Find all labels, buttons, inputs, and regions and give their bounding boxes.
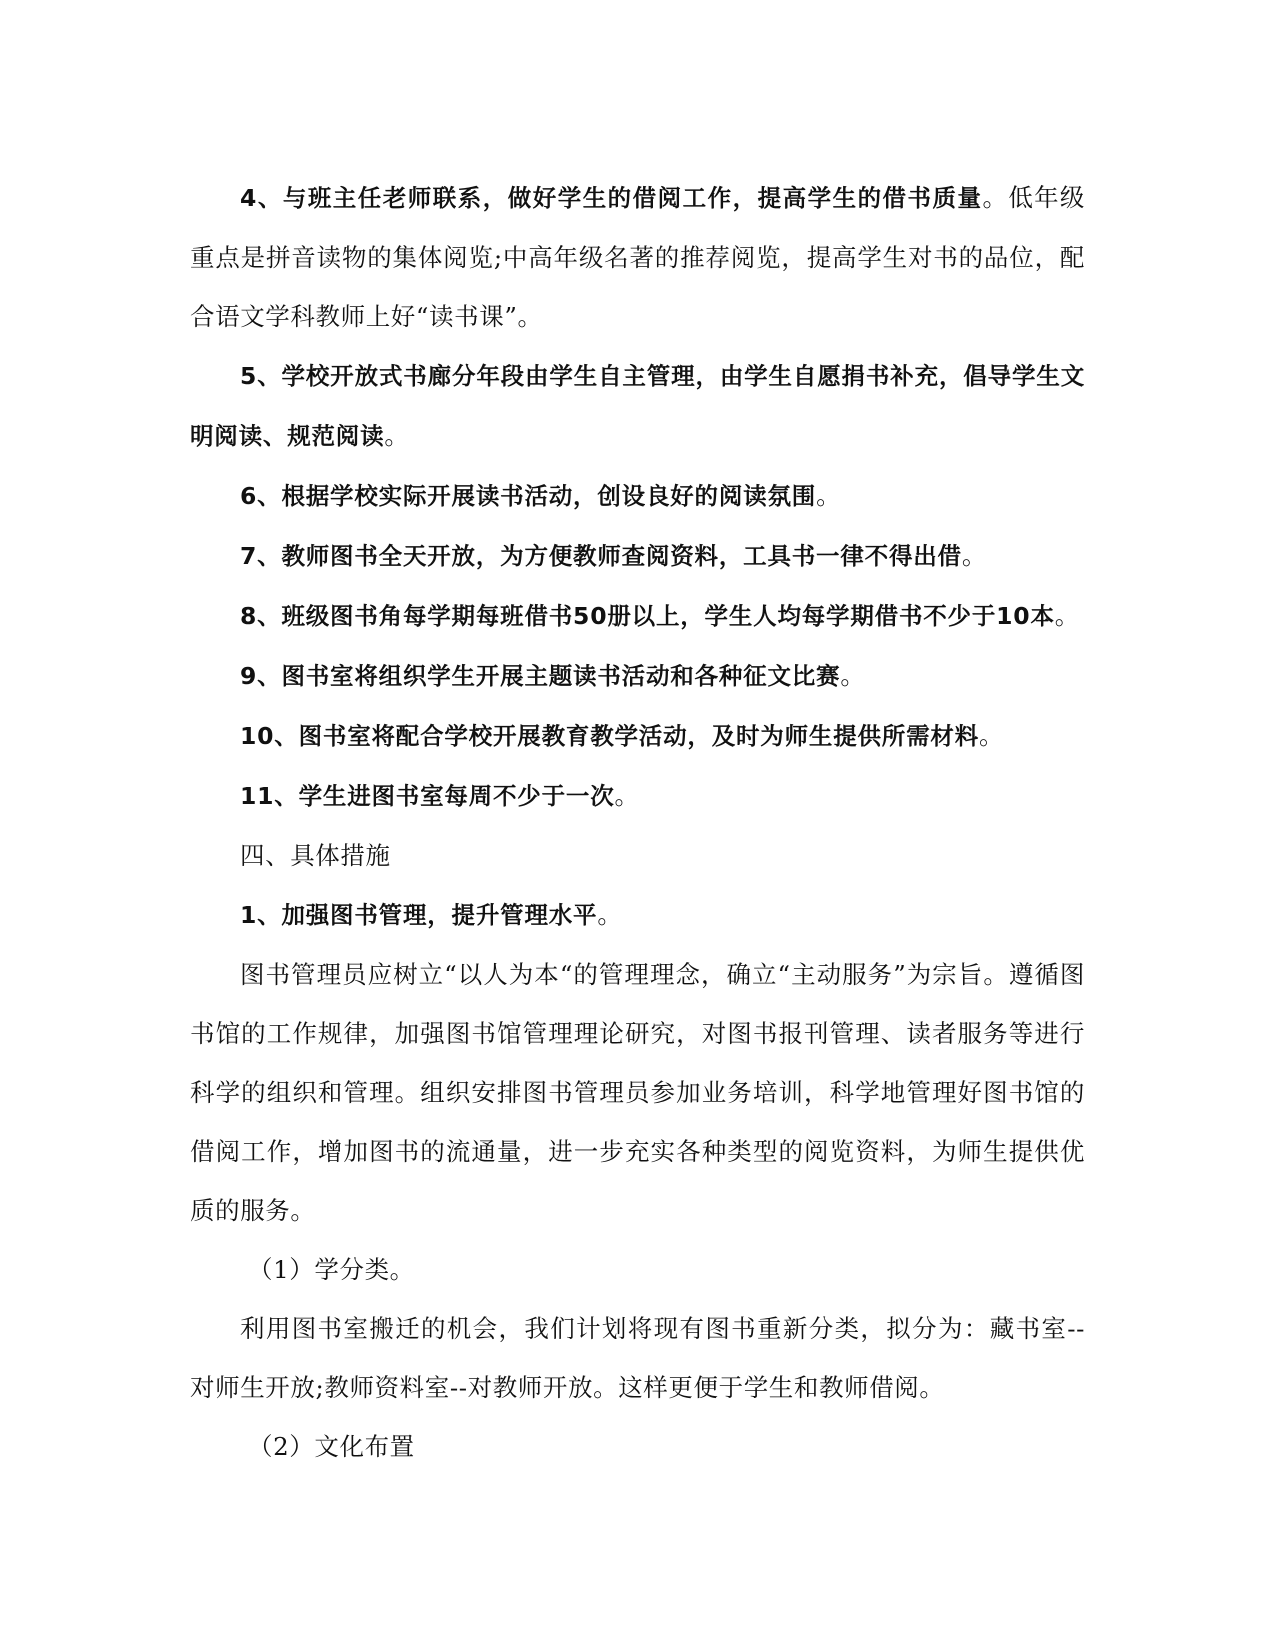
item-8-bold-text: 8、班级图书角每学期每班借书50册以上，学生人均每学期借书不少于10本: [240, 602, 1055, 630]
item-6-text: 。: [816, 481, 842, 510]
paragraph-item-7: [190, 526, 1085, 586]
item-5-bold-text: 5、学校开放式书廊分年段由学生自主管理，由学生自愿捐书补充，倡导学生文明阅读、规范阅读: [190, 362, 1085, 450]
subheading-classification: （1）学分类。: [248, 1255, 415, 1284]
section-heading-measures: 四、具体措施: [240, 841, 391, 870]
item-10-text: 。: [979, 721, 1005, 750]
item-7-bold-text: 7、教师图书全天开放，为方便教师查阅资料，工具书一律不得出借: [240, 542, 962, 570]
paragraph-item-5: [190, 346, 1085, 466]
item-11-bold-text: 11、学生进图书室每周不少于一次: [240, 782, 615, 810]
subheading-culture-layout: （2）文化布置: [248, 1432, 415, 1461]
paragraph-item-11: [190, 766, 1085, 826]
item-9-bold-text: 9、图书室将组织学生开展主题读书活动和各种征文比赛: [240, 662, 841, 690]
paragraph-item-6: [190, 466, 1085, 526]
item-11-text: 。: [614, 781, 640, 810]
item-4-bold-text: 4、与班主任老师联系，做好学生的借阅工作，提高学生的借书质量: [240, 184, 983, 212]
paragraph-item-9: [190, 646, 1085, 706]
item-8-text: 。: [1054, 601, 1080, 630]
item-6-bold-text: 6、根据学校实际开展读书活动，创设良好的阅读氛围: [240, 482, 817, 510]
paragraph-classification-body: 利用图书室搬迁的机会，我们计划将现有图书重新分类，拟分为：藏书室--对师生开放;教师资料室--对教师开放。这样更便于学生和教师借阅。: [190, 1314, 1085, 1402]
document-body: [190, 168, 1085, 1476]
item-4-text: 。低年级重点是拼音读物的集体阅览;中高年级名著的推荐阅览，提高学生对书的品位，配合语文学科教师上好“读书课”。: [190, 183, 1085, 331]
paragraph-item-8: [190, 586, 1085, 646]
paragraph-measure-1: [190, 885, 1085, 945]
paragraph-measure-1-body: 图书管理员应树立“以人为本“的管理理念，确立“主动服务”为宗旨。遵循图书馆的工作规律，加强图书馆管理理论研究，对图书报刊管理、读者服务等进行科学的组织和管理。组织安排图书管理员参加业务培训，科学地管理好图书馆的借阅工作，增加图书的流通量，进一步充实各种类型的阅览资料，为师生提供优质的服务。: [190, 960, 1085, 1225]
item-5-text: 。: [384, 421, 410, 450]
item-7-text: 。: [961, 541, 987, 570]
paragraph-item-10: [190, 706, 1085, 766]
measure-1-text: 。: [597, 900, 623, 929]
paragraph-item-4: [190, 168, 1085, 346]
measure-1-bold-text: 1、加强图书管理，提升管理水平: [240, 901, 598, 929]
item-10-bold-text: 10、图书室将配合学校开展教育教学活动，及时为师生提供所需材料: [240, 722, 980, 750]
item-9-text: 。: [840, 661, 866, 690]
